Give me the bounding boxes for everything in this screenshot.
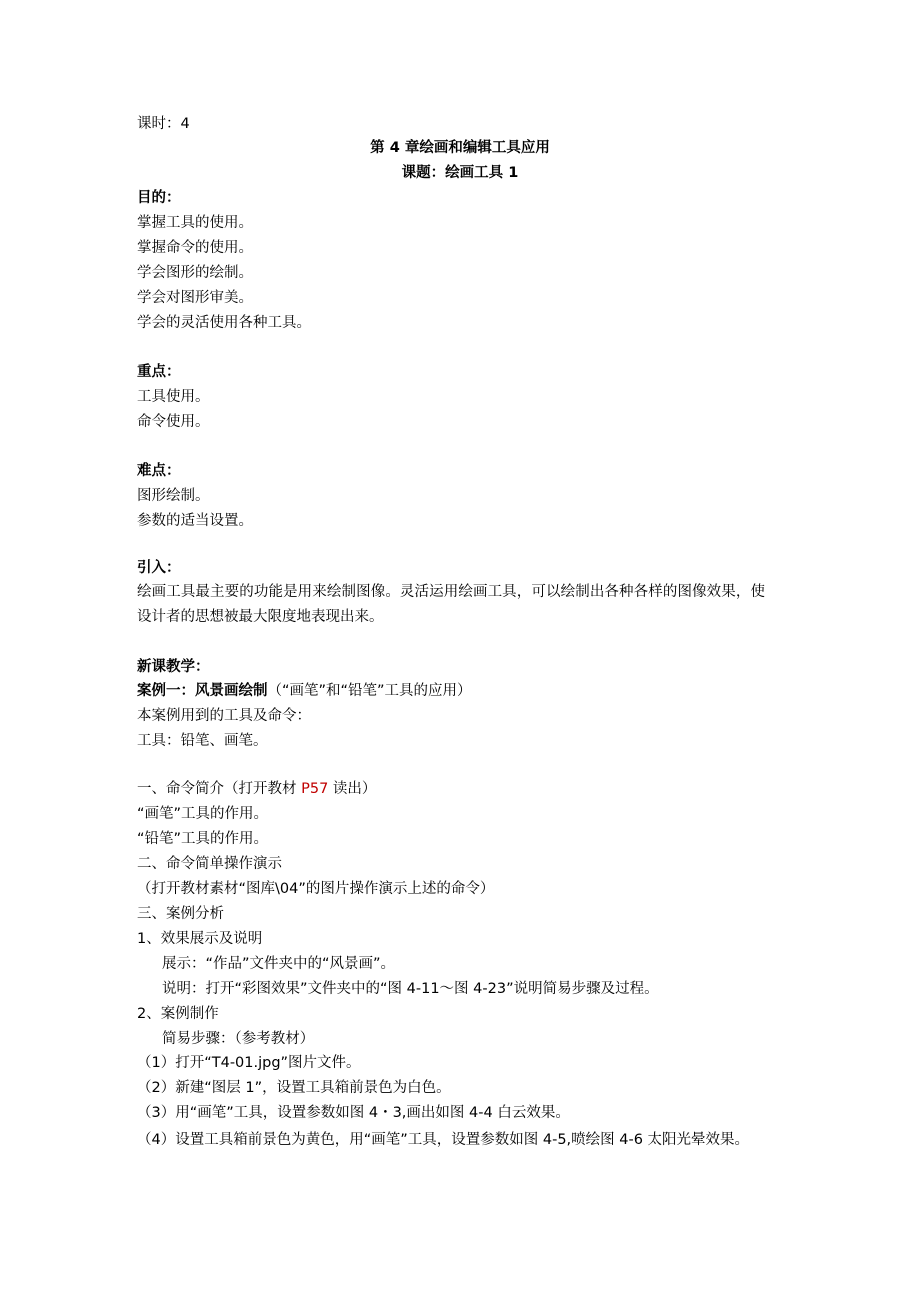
section-1-suffix: 读出） — [328, 781, 377, 797]
case-title-rest: （“画笔”和“铅笔”工具的应用） — [267, 683, 472, 699]
step-item: （3）用“画笔”工具，设置参数如图 4・3,画出如图 4-4 白云效果。 — [137, 1105, 570, 1121]
objective-item: 学会的灵活使用各种工具。 — [137, 315, 311, 331]
difficulty-item: 参数的适当设置。 — [137, 513, 253, 529]
section-1-page-ref: P57 — [301, 781, 329, 797]
explain-note: 说明：打开“彩图效果”文件夹中的“图 4-11～图 4-23”说明简易步骤及过程。 — [162, 981, 659, 997]
case-title — [137, 681, 472, 701]
objectives-heading: 目的： — [137, 190, 181, 206]
objective-item: 学会图形的绘制。 — [137, 265, 253, 281]
section-2: 二、命令简单操作演示 — [137, 856, 282, 872]
step-item: （4）设置工具箱前景色为黄色，用“画笔”工具，设置参数如图 4-5,喷绘图 4-6 太阳光晕效果。 — [137, 1132, 750, 1148]
objective-item: 学会对图形审美。 — [137, 290, 253, 306]
intro-text: 绘画工具最主要的功能是用来绘制图像。灵活运用绘画工具，可以绘制出各种各样的图像效果，使设计者的思想被最大限度地表现出来。 — [137, 584, 765, 625]
tools-intro: 本案例用到的工具及命令： — [137, 708, 311, 724]
step-item: （2）新建“图层 1”，设置工具箱前景色为白色。 — [137, 1080, 451, 1096]
difficulties-heading: 难点： — [137, 463, 181, 479]
key-point-item: 命令使用。 — [137, 414, 210, 430]
objective-item: 掌握命令的使用。 — [137, 240, 253, 256]
section-1-prefix: 一、命令简介（打开教材 — [137, 781, 302, 797]
section-3: 三、案例分析 — [137, 906, 224, 922]
case-title-bold: 案例一：风景画绘制 — [137, 683, 268, 699]
class-hours: 课时：4 — [137, 116, 190, 132]
intro-heading: 引入： — [137, 560, 181, 576]
step-item: （1）打开“T4-01.jpg”图片文件。 — [137, 1055, 361, 1071]
section-1 — [137, 779, 376, 799]
subsection-1: 1、效果展示及说明 — [137, 931, 263, 947]
pencil-note: “铅笔”工具的作用。 — [137, 831, 269, 847]
subsection-2: 2、案例制作 — [137, 1006, 219, 1022]
chapter-title: 第 4 章绘画和编辑工具应用 — [370, 140, 550, 156]
difficulty-item: 图形绘制。 — [137, 488, 210, 504]
brush-note: “画笔”工具的作用。 — [137, 806, 269, 822]
objective-item: 掌握工具的使用。 — [137, 215, 253, 231]
lesson-heading: 新课教学： — [137, 659, 210, 675]
key-points-heading: 重点： — [137, 364, 181, 380]
key-point-item: 工具使用。 — [137, 389, 210, 405]
section-2-note: （打开教材素材“图库\04”的图片操作演示上述的命令） — [137, 881, 495, 897]
show-note: 展示：“作品”文件夹中的“风景画”。 — [162, 956, 396, 972]
steps-title: 简易步骤：（参考教材） — [162, 1031, 315, 1047]
topic-title: 课题：绘画工具 1 — [401, 165, 519, 181]
tools-list: 工具：铅笔、画笔。 — [137, 733, 268, 749]
